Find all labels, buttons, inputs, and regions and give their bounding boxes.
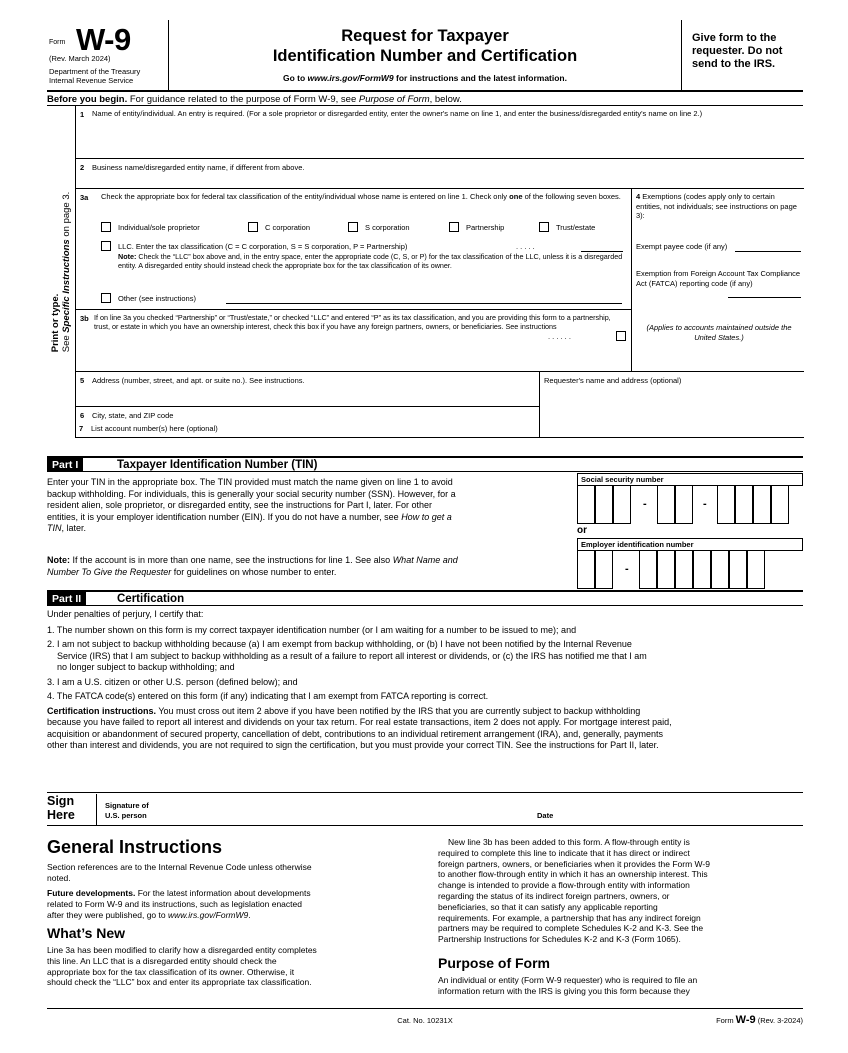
fd-line1 <box>47 888 417 899</box>
line4-title <box>636 192 802 221</box>
or-label: or <box>577 525 587 536</box>
part1-note-post: for guidelines on whose number to enter. <box>171 566 337 577</box>
gi-p1-line2: noted. <box>47 872 71 883</box>
part1-note-italic2: Number To Give the Requester <box>47 566 172 577</box>
part1-label: Part I <box>47 458 83 472</box>
catalog-number: Cat. No. 10231X <box>397 1016 453 1025</box>
cert-line2: because you have failed to report all interest and dividends on your tax return. For real estate transactions, item 2 does not apply. For mortgage interest paid, <box>47 717 672 727</box>
goto-url-link[interactable]: www.irs.gov/FormW9 <box>307 73 394 83</box>
date-field[interactable] <box>562 795 802 823</box>
part1-note-pre: If the account is in more than one name, see the instructions for line 1. See also <box>70 555 393 565</box>
department-line1: Department of the Treasury <box>49 67 141 76</box>
tin-digit-cell[interactable] <box>639 551 657 589</box>
date-label: Date <box>537 811 554 820</box>
fd-line3-pre: after they were published, go to <box>47 909 168 920</box>
part1-note <box>47 555 567 578</box>
other-label: Other (see instructions) <box>118 294 196 303</box>
sidebar-specific: Specific Instructions <box>61 239 72 333</box>
line4-block <box>632 189 804 372</box>
footer <box>47 1008 803 1030</box>
cert-intro: Under penalties of perjury, I certify that: <box>47 609 204 619</box>
line3a-row <box>76 189 632 310</box>
fatca-label: Exemption from Foreign Account Tax Compliance Act (FATCA) reporting code (if any) <box>636 269 801 288</box>
part2-label: Part II <box>47 592 86 606</box>
general-intro <box>47 862 417 884</box>
before-you-begin <box>47 94 803 106</box>
w9-form <box>47 20 803 1030</box>
line3a-text-post: of the following seven boxes. <box>522 192 621 201</box>
r-line1: New line 3b has been added to this form. A flow-through entity is <box>448 837 690 847</box>
cert-line3: acquisition or abandonment of secured property, cancellation of debt, contributions to an individual retirement arrangement (IRA), and, generally, payments <box>47 728 664 739</box>
tin-digit-cell[interactable] <box>577 551 595 589</box>
purpose-of-form-link[interactable]: Purpose of Form <box>358 94 430 105</box>
goto-prefix: Go to <box>282 73 308 83</box>
partnership-checkbox[interactable] <box>449 222 459 232</box>
sidebar <box>47 106 75 438</box>
cert-item2-line1: 2. I am not subject to backup withholding because (a) I am exempt from backup withholding, or (b) I have not been notified by the Internal Revenue <box>47 639 632 649</box>
tin-digit-cell[interactable] <box>771 486 789 524</box>
r-line3: foreign partners, owners, or beneficiaries when it provides the Form W-9 <box>438 858 710 869</box>
line3b-row <box>76 310 632 372</box>
llc-note <box>118 253 626 271</box>
llc-checkbox[interactable] <box>101 241 111 251</box>
line3a-text-bold: one <box>509 192 523 201</box>
tin-digit-cell[interactable] <box>753 486 771 524</box>
cert-line1: You must cross out item 2 above if you have been notified by the IRS that you are currently subject to backup withholding <box>156 705 641 716</box>
footer-form-number: W-9 <box>735 1014 756 1026</box>
ssn-field[interactable] <box>577 486 803 524</box>
line3b-label: If on line 3a you checked “Partnership” or “Trust/estate,” or checked “LLC” and entered “P” as its tax classification, and you are providing this form to a partnership, trust, or estate in which you have an ownership interest, check this box if you have any foreign partners, owners, or beneficiaries. See instructions <box>94 313 611 332</box>
line2-row[interactable] <box>76 159 804 189</box>
llc-dots: . . . . . <box>516 242 535 251</box>
fatca-applies-note: (Applies to accounts maintained outside the United States.) <box>646 323 792 342</box>
tin-digit-cell[interactable] <box>735 486 753 524</box>
r-line9: partners may be required to complete Schedules K-2 and K-3. See the <box>438 923 704 934</box>
before-text: For guidance related to the purpose of Form W-9, see <box>127 94 359 105</box>
cert-item4: 4. The FATCA code(s) entered on this form (if any) indicating that I am exempt from FATCA reporting is correct. <box>47 691 489 701</box>
gi-p1-line1: Section references are to the Internal Revenue Code unless otherwise <box>47 862 312 872</box>
part2-title: Certification <box>117 593 185 605</box>
part1-line3: resident alien, sole proprietor, or disregarded entity, see the instructions for Part I, later. For other <box>47 500 433 510</box>
tin-digit-cell[interactable] <box>717 486 735 524</box>
ssn-dash2: - <box>703 498 707 510</box>
whats-new-heading: What’s New <box>47 925 126 941</box>
other-checkbox[interactable] <box>101 293 111 303</box>
tin-digit-cell[interactable] <box>675 551 693 589</box>
fd-line3 <box>47 910 417 921</box>
form-title-line1: Request for Taxpayer <box>341 27 509 45</box>
trust-estate-checkbox[interactable] <box>539 222 549 232</box>
general-instructions-heading: General Instructions <box>47 837 223 857</box>
tin-digit-cell[interactable] <box>657 551 675 589</box>
line7-block[interactable] <box>75 420 803 438</box>
fd-label: Future developments. <box>47 888 136 898</box>
tin-digit-cell[interactable] <box>577 486 595 524</box>
tin-digit-cell[interactable] <box>657 486 675 524</box>
fatca-field[interactable] <box>728 297 801 298</box>
goto-suffix: for instructions and the latest information. <box>393 73 567 83</box>
purpose-of-form-heading: Purpose of Form <box>438 955 551 971</box>
r-line6: regarding the status of its indirect foreign partners, owners, or <box>438 890 670 901</box>
cert-instructions-line1 <box>47 706 803 718</box>
ssn-label: Social security number <box>577 473 803 486</box>
part1-note-line1 <box>47 555 567 567</box>
revision-date: (Rev. March 2024) <box>49 54 111 63</box>
fd-line2: related to Form W-9 and its instructions, such as legislation enacted <box>47 898 302 909</box>
certification-body <box>47 609 803 752</box>
fd-line3-post: . <box>248 909 251 920</box>
footer-form-word: Form <box>716 1016 736 1025</box>
form-title-line2: Identification Number and Certification <box>272 47 578 65</box>
exempt-payee-field[interactable] <box>735 251 801 252</box>
part1-line4-pre: entities, it is your employer identification number (EIN). If you do not have a number, see <box>47 511 402 522</box>
before-label: Before you begin. <box>47 94 128 105</box>
form-word: Form <box>49 39 66 46</box>
sign-here <box>47 794 97 825</box>
tin-digit-cell[interactable] <box>595 551 613 589</box>
tin-digit-cell[interactable] <box>747 551 765 589</box>
individual-checkbox[interactable] <box>101 222 111 232</box>
line5-row[interactable] <box>76 372 540 407</box>
form-number: W-9 <box>76 22 131 57</box>
new-line3b-text <box>438 837 803 945</box>
entity-lines <box>75 106 803 438</box>
requester-label: Requester's name and address (optional) <box>544 376 682 385</box>
r-line2: required to complete this line to indicate that it has direct or indirect <box>438 847 690 858</box>
part1-tin-italic: TIN <box>47 523 62 533</box>
signature-field[interactable] <box>167 795 527 823</box>
line3a-label <box>101 192 626 202</box>
sidebar-page: on page 3. <box>61 191 72 240</box>
part1-note-italic1: What Name and <box>392 555 458 565</box>
footer-form-id <box>716 1014 803 1026</box>
goto-instructions <box>169 73 681 83</box>
give-form-note: Give form to the requester. Do not send to the IRS. <box>692 32 783 70</box>
line7-num: 7 <box>79 424 84 433</box>
footer-rev: (Rev. 3-2024) <box>755 1016 803 1025</box>
form-id-block <box>47 20 169 92</box>
part1-note-line2 <box>47 567 567 579</box>
wn-line3: appropriate box for the tax classification of its owner. Otherwise, it <box>47 966 295 977</box>
future-developments <box>47 888 417 920</box>
llc-note-label: Note: <box>118 252 137 261</box>
r-line10: Partnership Instructions for Schedules K-2 and K-3 (Form 1065). <box>438 934 681 945</box>
cert-item3: 3. I am a U.S. citizen or other U.S. person (defined below); and <box>47 676 298 687</box>
line3b-num: 3b <box>80 314 89 323</box>
c-corporation-label: C corporation <box>265 223 311 232</box>
signature-label <box>105 801 149 821</box>
line4-num: 4 <box>636 192 641 201</box>
sign-word: Sign <box>47 794 75 808</box>
tin-digit-cell[interactable] <box>595 486 613 524</box>
line3a-text-pre: Check the appropriate box for federal tax classification of the entity/individual whose name is entered on line 1. Check only <box>101 192 510 201</box>
tin-digit-cell[interactable] <box>675 486 693 524</box>
part1-line4 <box>47 512 567 524</box>
other-field[interactable] <box>226 303 622 304</box>
individual-label: Individual/sole proprietor <box>118 223 200 232</box>
pf-line1: An individual or entity (Form W-9 requester) who is required to file an <box>438 975 698 985</box>
r-line7: beneficiaries, so that it can satisfy any applicable reporting <box>438 901 658 912</box>
tin-digit-cell[interactable] <box>693 551 711 589</box>
trust-estate-label: Trust/estate <box>556 223 596 232</box>
sign-block <box>47 792 803 826</box>
wn-line2: this line. An LLC that is a disregarded entity should check the <box>47 955 277 966</box>
part1-line1: Enter your TIN in the appropriate box. The TIN provided must match the name given on line 1 to avoid <box>47 477 453 487</box>
llc-label: LLC. Enter the tax classification (C = C corporation, S = S corporation, P = Partnership) <box>118 242 408 251</box>
part1-line2: backup withholding. For individuals, this is generally your social security number (SSN). However, for a <box>47 488 456 499</box>
line6-num: 6 <box>80 411 85 420</box>
r-line5: change is intended to provide a flow-through entity with information <box>438 880 690 891</box>
give-form-block <box>681 20 803 92</box>
cert-line4: other than interest and dividends, you are not required to sign the certification, but you must provide your correct TIN. See the instructions for Part II, later. <box>47 740 659 750</box>
how-to-get-tin-link: How to get a <box>401 511 452 522</box>
wn-line1: Line 3a has been modified to clarify how a disregarded entity completes <box>47 945 317 955</box>
tin-digit-cell[interactable] <box>613 486 631 524</box>
ssn-dash1: - <box>643 498 647 510</box>
whats-new-text <box>47 945 422 988</box>
fd-text1: For the latest information about developments <box>135 888 311 898</box>
part1-line5 <box>47 523 567 535</box>
fd-url-link[interactable]: www.irs.gov/FormW9 <box>167 909 249 920</box>
part2-bar <box>47 590 803 606</box>
r-line8: requirements. For example, a partnership that has any indirect foreign <box>438 912 701 923</box>
line4-text: Exemptions (codes apply only to certain entities, not individuals; see instructions on page 3): <box>636 192 797 220</box>
s-corporation-label: S corporation <box>365 223 410 232</box>
line2-num: 2 <box>80 163 85 172</box>
before-after: , below. <box>429 94 462 105</box>
line1-row[interactable] <box>76 106 804 159</box>
cert-instructions-label: Certification instructions. <box>47 705 157 716</box>
ein-field[interactable] <box>577 551 803 589</box>
line7-label: List account number(s) here (optional) <box>91 424 218 433</box>
wn-line4: should check the “LLC” box and enter its appropriate tax classification. <box>47 977 312 988</box>
tin-digit-cell[interactable] <box>729 551 747 589</box>
line1-num: 1 <box>80 110 85 119</box>
r-line4: to another flow-through entity in which it has an ownership interest. This <box>438 869 708 880</box>
line6-label: City, state, and ZIP code <box>92 411 174 420</box>
ein-dash: - <box>625 563 629 575</box>
part1-line5-post: , later. <box>61 523 87 533</box>
tin-digit-cell[interactable] <box>711 551 729 589</box>
pf-line2: information return with the IRS is giving you this form because they <box>438 985 690 996</box>
department-line2: Internal Revenue Service <box>49 76 134 85</box>
sidebar-text <box>50 192 72 353</box>
cert-item1: 1. The number shown on this form is my correct taxpayer identification number (or I am waiting for a number to be issued to me); and <box>47 624 577 635</box>
foreign-partners-checkbox[interactable] <box>616 331 626 341</box>
c-corporation-checkbox[interactable] <box>248 222 258 232</box>
purpose-of-form-text <box>438 975 803 997</box>
line5-label: Address (number, street, and apt. or suite no.). See instructions. <box>92 376 305 385</box>
line3b-dots: . . . . . . <box>548 332 571 341</box>
part1-bar <box>47 456 803 472</box>
form-header <box>47 20 803 92</box>
part1-text <box>47 477 567 535</box>
part1-note-label: Note: <box>47 555 70 565</box>
line2-label: Business name/disregarded entity name, if different from above. <box>92 163 305 172</box>
signature-label-line2: U.S. person <box>105 811 147 820</box>
llc-note-text: Check the “LLC” box above and, in the entry space, enter the appropriate code (C, S, or P) for the tax classification of the LLC, unless it is a disregarded entity. A disregarded entity should instead check the appropriate box for the tax classification of its owner. <box>118 252 623 270</box>
sidebar-see: See <box>61 332 72 353</box>
part1-title: Taxpayer Identification Number (TIN) <box>117 459 318 471</box>
line3a-num: 3a <box>80 193 89 202</box>
sidebar-bold: Print or type. <box>50 293 61 353</box>
line1-label: Name of entity/individual. An entry is required. (For a sole proprietor or disregarded entity, enter the owner's name on line 1, and enter the business/disregarded entity's name on line 2.) <box>92 109 703 118</box>
signature-label-line1: Signature of <box>105 801 149 810</box>
cert-item2-line2: Service (IRS) that I am subject to backup withholding as a result of a failure to report all interest or dividends, or (c) the IRS has notified me that I am <box>57 650 647 661</box>
s-corporation-checkbox[interactable] <box>348 222 358 232</box>
cert-item2-line3: no longer subject to backup withholding; and <box>57 662 235 672</box>
line5-num: 5 <box>80 376 85 385</box>
ein-label: Employer identification number <box>577 538 803 551</box>
department <box>49 67 140 85</box>
partnership-label: Partnership <box>466 223 505 232</box>
here-word: Here <box>47 808 75 822</box>
exempt-payee-label: Exempt payee code (if any) <box>636 242 728 251</box>
